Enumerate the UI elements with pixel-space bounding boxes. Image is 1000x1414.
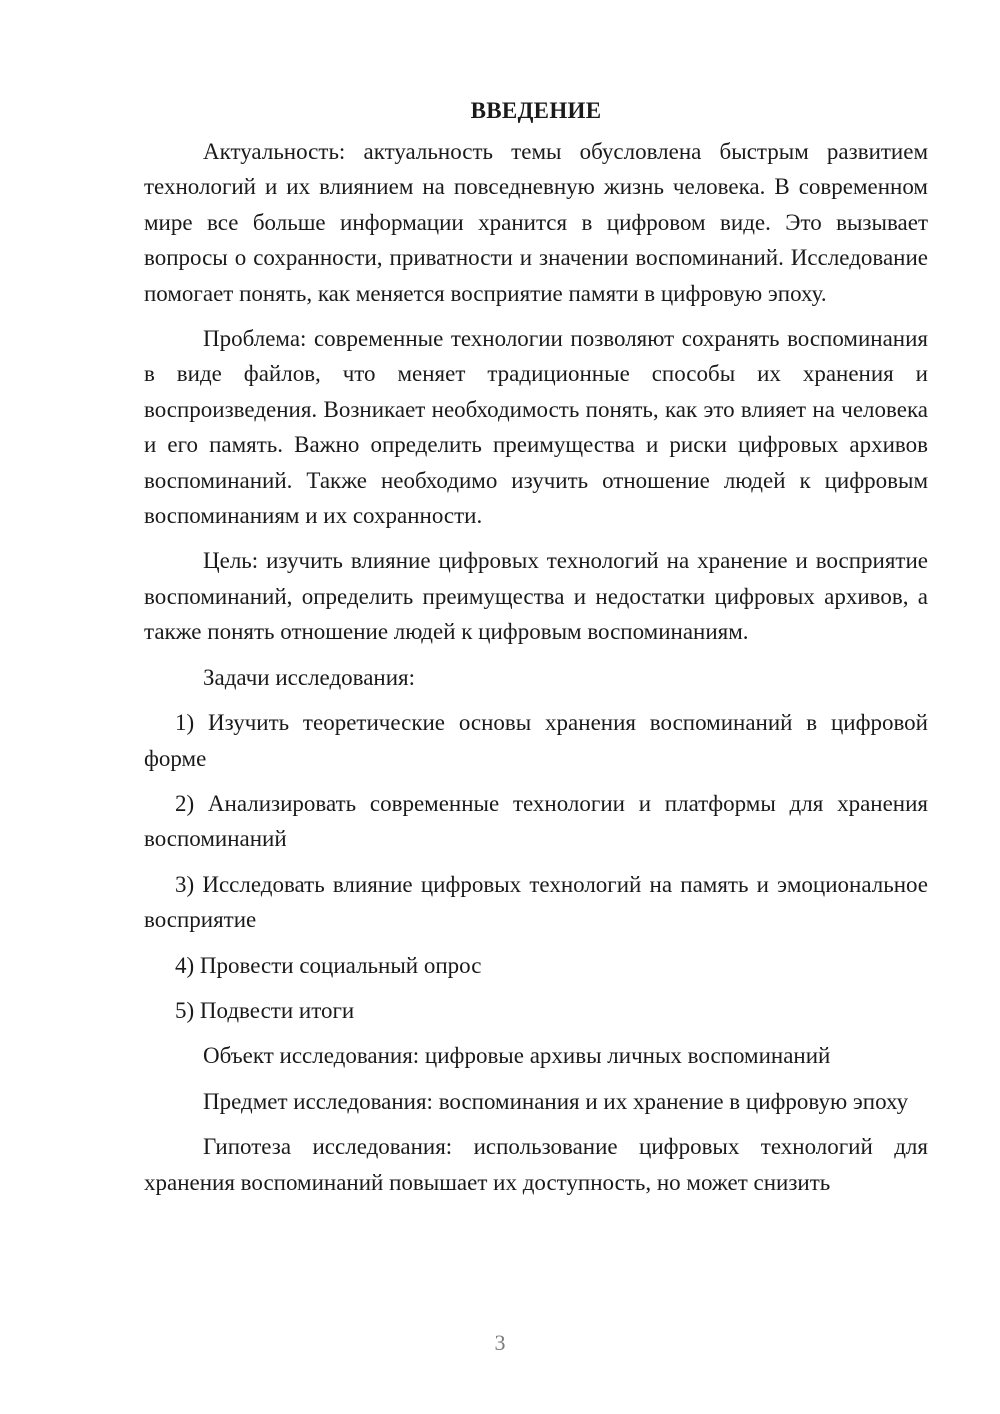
- task-item-5: 5) Подвести итоги: [175, 997, 355, 1023]
- paragraph-hypothesis: Гипотеза исследования: использование цифровых технологий для хранения воспоминаний повышает их доступность, но может снизить: [144, 1134, 928, 1195]
- paragraph-subject: Предмет исследования: воспоминания и их хранение в цифровую эпоху: [203, 1088, 909, 1114]
- paragraph-goal: Цель: изучить влияние цифровых технологий на хранение и восприятие воспоминаний, определить преимущества и недостатки цифровых архивов, а также понять отношение людей к цифровым воспоминаниям.: [144, 548, 928, 645]
- task-item-4: 4) Провести социальный опрос: [175, 952, 482, 978]
- section-heading: ВВЕДЕНИЕ: [470, 98, 602, 123]
- page-body: [144, 93, 928, 1200]
- task-item-1: 1) Изучить теоретические основы хранения воспоминаний в цифровой форме: [144, 710, 928, 771]
- paragraph-problem: Проблема: современные технологии позволяют сохранять воспоминания в виде файлов, что меняет традиционные способы их хранения и воспроизведения. Возникает необходимость понять, как это влияет на человека и его память. Важно определить преимущества и риски цифровых архивов воспоминаний. Также необходимо изучить отношение людей к цифровым воспоминаниям и их сохранности.: [144, 326, 928, 529]
- tasks-heading: Задачи исследования:: [203, 664, 416, 690]
- task-item-3: 3) Исследовать влияние цифровых технологий на память и эмоциональное восприятие: [144, 871, 928, 933]
- page-number: 3: [494, 1330, 506, 1355]
- paragraph-relevance: Актуальность: актуальность темы обусловлена быстрым развитием технологий и их влиянием на повседневную жизнь человека. В современном мире все больше информации хранится в цифровом виде. Это вызывает вопросы о сохранности, приватности и значении воспоминаний. Исследование помогает понять, как меняется восприятие памяти в цифровую эпоху.: [144, 139, 928, 306]
- task-item-2: 2) Анализировать современные технологии и платформы для хранения воспоминаний: [144, 790, 928, 852]
- paragraph-object: Объект исследования: цифровые архивы личных воспоминаний: [203, 1043, 831, 1069]
